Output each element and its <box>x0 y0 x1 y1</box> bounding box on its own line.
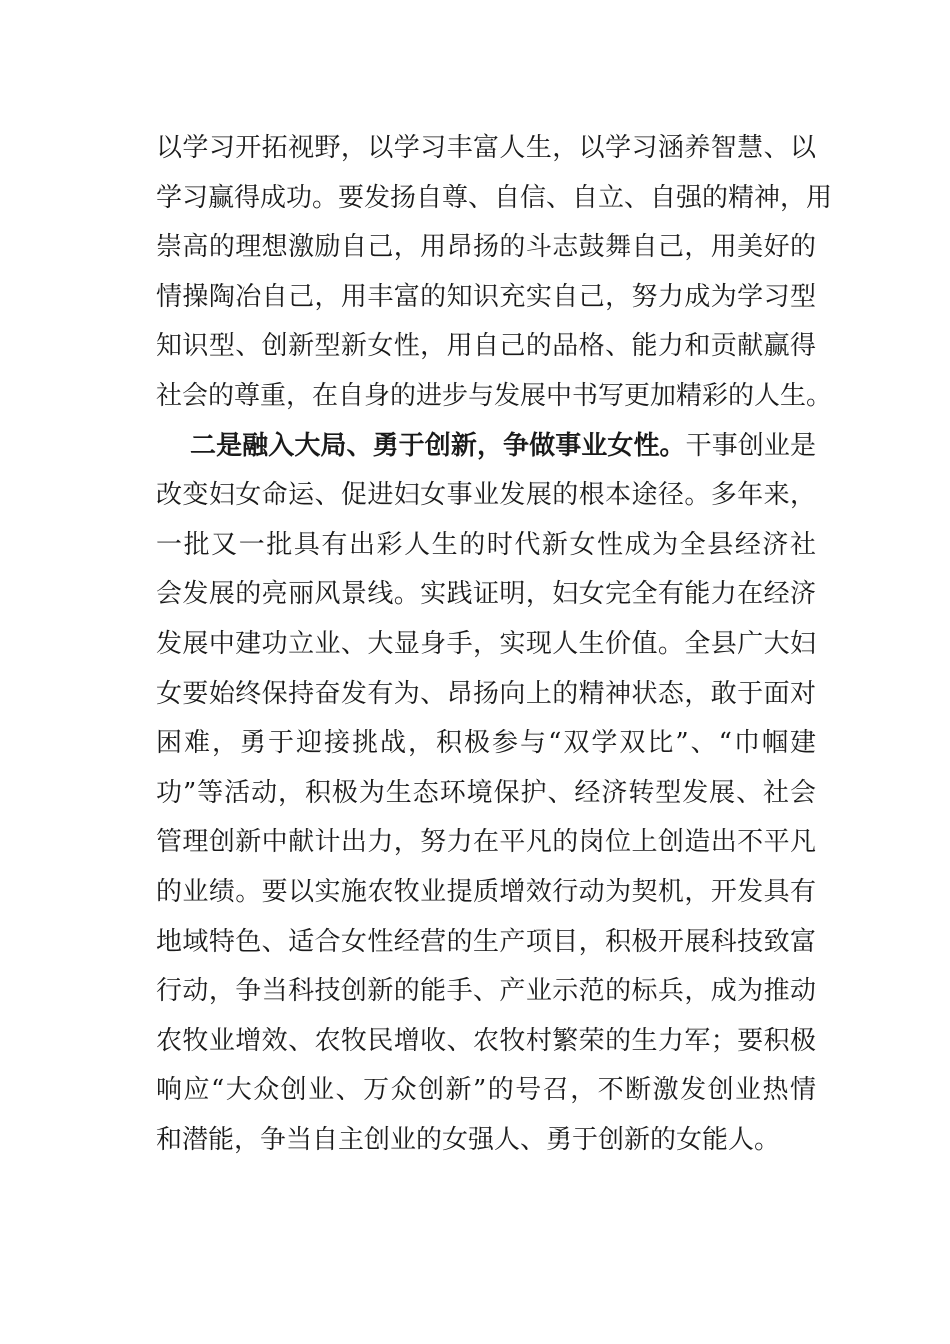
section-heading: 二是融入大局、勇于创新，争做事业女性。 <box>190 430 686 461</box>
paragraph-1 <box>156 124 833 422</box>
text-line: 的业绩。要以实施农牧业提质增效行动为契机，开发具有 <box>156 876 816 907</box>
text-line: 以学习开拓视野，以学习丰富人生，以学习涵养智慧、以 <box>156 133 816 163</box>
text-line: 改变妇女命运、促进妇女事业发展的根本途径。多年来， <box>156 480 816 511</box>
text-line: 知识型、创新型新女性，用自己的品格、能力和贡献赢得 <box>156 331 816 362</box>
text-line: 情操陶冶自己，用丰富的知识充实自己，努力成为学习型 <box>156 281 816 312</box>
text-line: 社会的尊重，在自身的进步与发展中书写更加精彩的人生。 <box>156 380 833 411</box>
paragraph-2 <box>156 422 816 1166</box>
heading-line-rest: 干事创业是 <box>685 430 816 461</box>
text-line: 一批又一批具有出彩人生的时代新女性成为全县经济社 <box>156 529 816 560</box>
text-line: 和潜能，争当自主创业的女强人、勇于创新的女能人。 <box>156 1124 781 1155</box>
text-line: 女要始终保持奋发有为、昂扬向上的精神状态，敢于面对 <box>156 678 816 709</box>
text-line: 响应“大众创业、万众创新”的号召，不断激发创业热情 <box>156 1075 816 1106</box>
text-line: 功”等活动，积极为生态环境保护、经济转型发展、社会 <box>156 777 816 808</box>
text-line: 管理创新中献计出力，努力在平凡的岗位上创造出不平凡 <box>156 827 816 858</box>
text-line: 困难，勇于迎接挑战，积极参与“双学双比”、“巾帼建 <box>156 728 816 759</box>
body-text <box>156 124 833 1165</box>
text-line: 会发展的亮丽风景线。实践证明，妇女完全有能力在经济 <box>156 579 816 610</box>
text-line <box>156 422 816 472</box>
text-line: 学习赢得成功。要发扬自尊、自信、自立、自强的精神，用 <box>156 182 833 213</box>
text-line: 农牧业增效、农牧民增收、农牧村繁荣的生力军；要积极 <box>156 1025 816 1056</box>
text-line: 地域特色、适合女性经营的生产项目，积极开展科技致富 <box>156 926 816 957</box>
text-line: 行动，争当科技创新的能手、产业示范的标兵，成为推动 <box>156 976 816 1007</box>
text-line: 崇高的理想激励自己，用昂扬的斗志鼓舞自己，用美好的 <box>156 232 816 263</box>
text-line: 发展中建功立业、大显身手，实现人生价值。全县广大妇 <box>156 628 816 659</box>
